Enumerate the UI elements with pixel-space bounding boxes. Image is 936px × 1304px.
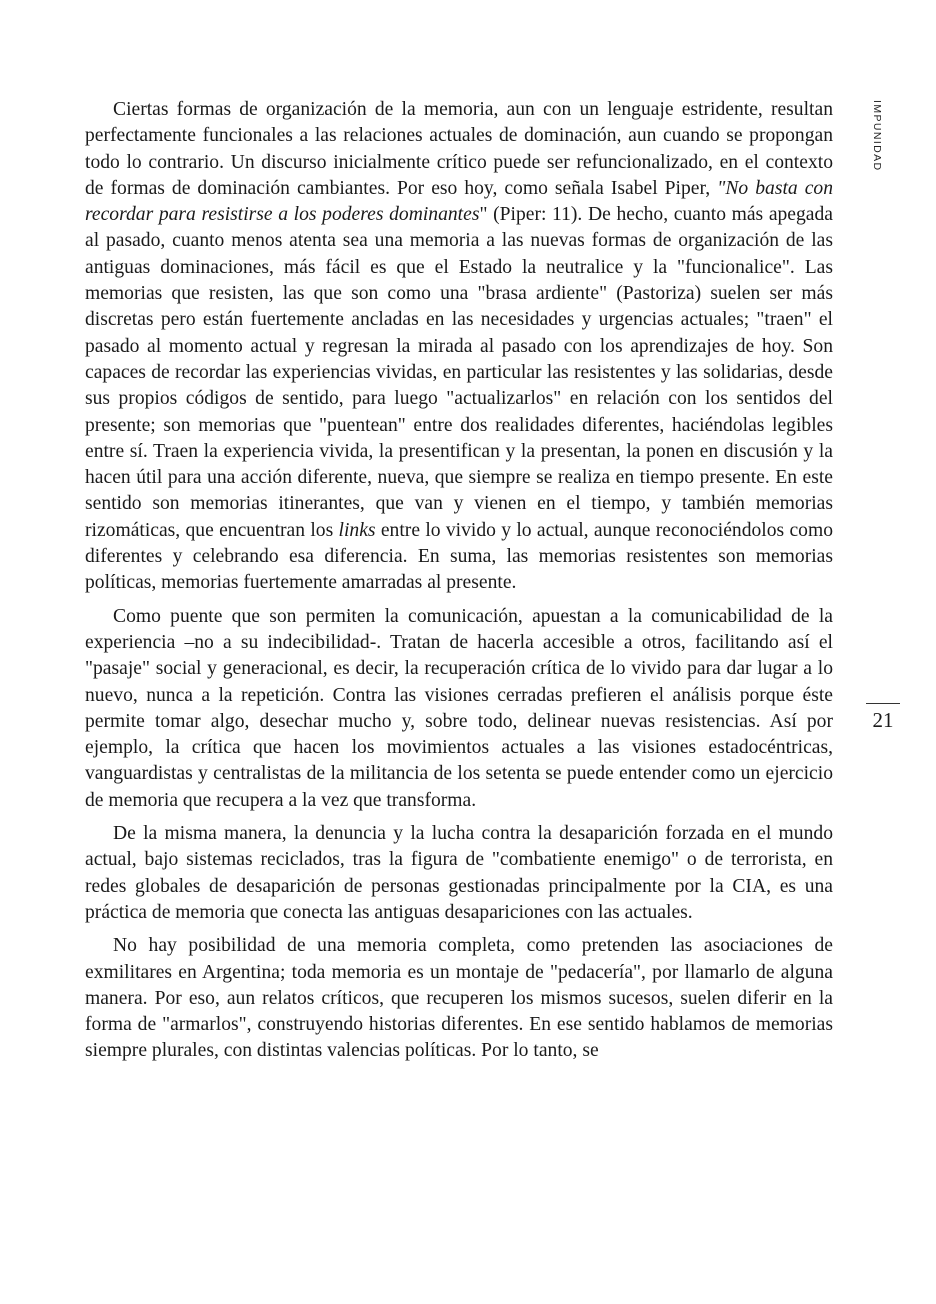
paragraph — [85, 933, 833, 1064]
running-head: IMPUNIDAD — [871, 100, 883, 172]
paragraph — [85, 604, 833, 814]
page-number-rule — [866, 703, 900, 704]
paragraph — [85, 821, 833, 926]
text-segment: Como puente que son permiten la comunicación, apuestan a la comunicabilidad de la experiencia –no a su indecibilidad-. Tratan de hacerla accesible a otros, facilitando así el "pasaje" social y generacional, es decir, la recuperación crítica de lo vivido para dar lugar a lo nuevo, nunca a la repetición. Contra las visiones cerradas prefieren el análisis porque éste permite tomar algo, desechar mucho y, sobre todo, delinear nuevas resistencias. Así por ejemplo, la crítica que hacen los movimientos actuales a las visiones estadocéntricas, vanguardistas y centralistas de la militancia de los setenta se puede entender como un ejercicio de memoria que recupera a la vez que transforma. — [85, 605, 833, 811]
body-text — [85, 97, 833, 1065]
page-number: 21 — [872, 708, 894, 732]
text-segment: Ciertas formas de organización de la memoria, aun con un lenguaje estridente, resultan perfectamente funcionales a las relaciones actuales de dominación, aun cuando se propongan todo lo contrario. Un discurso inicialmente crítico puede ser refuncionalizado, en el contexto de formas de dominación cambiantes. Por eso hoy, como señala Isabel Piper, — [85, 99, 833, 199]
paragraph — [85, 97, 833, 597]
text-segment: No hay posibilidad de una memoria completa, como pretenden las asociaciones de exmilitares en Argentina; toda memoria es un montaje de "pedacería", por llamarlo de alguna manera. Por eso, aun relatos críticos, que recuperen los mismos sucesos, suelen diferir en la forma de "armarlos", construyendo historias diferentes. En ese sentido hablamos de memorias siempre plurales, con distintas valencias políticas. Por lo tanto, se — [85, 935, 833, 1062]
text-segment: " (Piper: 11). De hecho, cuanto más apegada al pasado, cuanto menos atenta sea una memoria a las nuevas formas de organización de las antiguas dominaciones, más fácil es que el Estado la neutralice y la "funcionalice". Las memorias que resisten, las que son como una "brasa ardiente" (Pastoriza) suelen ser más discretas pero están fuertemente ancladas en las necesidades y urgencias actuales; "traen" el pasado al momento actual y regresan la mirada al pasado con los aprendizajes de hoy. Son capaces de recordar las experiencias vividas, en particular las resistentes y las solidarias, desde sus propios códigos de sentido, para luego "actualizarlos" en relación con los sentidos del presente; son memorias que "puentean" entre dos realidades diferentes, haciéndolas legibles entre sí. Traen la experiencia vivida, la presentifican y la presentan, la ponen en discusión y la hacen útil para una acción diferente, nueva, que siempre se realiza en tiempo presente. En este sentido son memorias itinerantes, que van y vienen en el tiempo, y también memorias rizomáticas, que encuentran los — [85, 204, 833, 541]
text-segment: entre lo vivido y lo actual, aunque reconociéndolos como diferentes y celebrando esa diferencia. En suma, las memorias resistentes son memorias políticas, memorias fuertemente amarradas al presente. — [85, 519, 833, 594]
italic-term: links — [338, 519, 376, 541]
text-segment: De la misma manera, la denuncia y la lucha contra la desaparición forzada en el mundo actual, bajo sistemas reciclados, tras la figura de "combatiente enemigo" o de terrorista, en redes globales de desaparición de personas gestionadas principalmente por la CIA, es una práctica de memoria que conecta las antiguas desapariciones con las actuales. — [85, 823, 833, 923]
quotation-italic: "No basta con recordar para resistirse a los poderes dominantes — [85, 177, 834, 226]
